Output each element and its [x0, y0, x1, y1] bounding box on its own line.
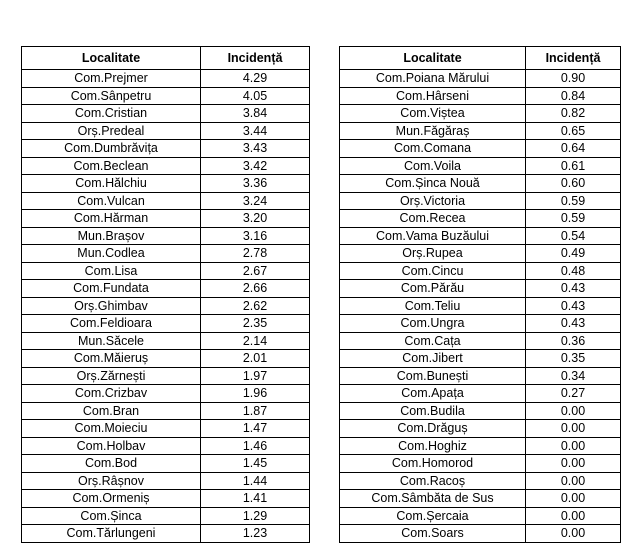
localitate-cell: Com.Poiana Mărului	[340, 70, 526, 88]
table-row	[22, 472, 310, 490]
table-row	[22, 385, 310, 403]
localitate-cell: Com.Cincu	[340, 262, 526, 280]
incidenta-cell: 0.49	[526, 245, 621, 263]
incidenta-cell: 0.84	[526, 87, 621, 105]
table-row	[340, 420, 621, 438]
localitate-cell: Com.Cristian	[22, 105, 201, 123]
table-row	[22, 455, 310, 473]
table-header-row	[22, 47, 310, 70]
localitate-cell: Com.Crizbav	[22, 385, 201, 403]
table-row	[340, 507, 621, 525]
localitate-cell: Com.Părău	[340, 280, 526, 298]
incidenta-cell: 2.62	[201, 297, 310, 315]
incidenta-cell: 1.46	[201, 437, 310, 455]
incidence-table-left	[21, 46, 310, 543]
column-header-incidenta: Incidență	[526, 47, 621, 70]
incidenta-cell: 0.36	[526, 332, 621, 350]
incidenta-cell: 3.36	[201, 175, 310, 193]
incidenta-cell: 0.00	[526, 472, 621, 490]
localitate-cell: Com.Homorod	[340, 455, 526, 473]
localitate-cell: Com.Hoghiz	[340, 437, 526, 455]
localitate-cell: Com.Lisa	[22, 262, 201, 280]
incidenta-cell: 0.00	[526, 490, 621, 508]
incidenta-cell: 0.43	[526, 297, 621, 315]
table-row	[22, 350, 310, 368]
table-row	[340, 437, 621, 455]
incidenta-cell: 3.42	[201, 157, 310, 175]
localitate-cell: Mun.Făgăraș	[340, 122, 526, 140]
table-body-left	[22, 70, 310, 543]
table-row	[22, 157, 310, 175]
column-header-incidenta: Incidență	[201, 47, 310, 70]
localitate-cell: Orș.Râșnov	[22, 472, 201, 490]
incidenta-cell: 1.44	[201, 472, 310, 490]
localitate-cell: Com.Bunești	[340, 367, 526, 385]
incidenta-cell: 1.96	[201, 385, 310, 403]
table-row	[340, 227, 621, 245]
incidenta-cell: 0.43	[526, 315, 621, 333]
localitate-cell: Orș.Zărnești	[22, 367, 201, 385]
localitate-cell: Com.Cața	[340, 332, 526, 350]
localitate-cell: Com.Moieciu	[22, 420, 201, 438]
incidenta-cell: 0.43	[526, 280, 621, 298]
table-row	[22, 507, 310, 525]
localitate-cell: Com.Apața	[340, 385, 526, 403]
table-row	[22, 490, 310, 508]
incidenta-cell: 0.00	[526, 525, 621, 543]
localitate-cell: Com.Vulcan	[22, 192, 201, 210]
incidenta-cell: 4.05	[201, 87, 310, 105]
table-row	[340, 70, 621, 88]
localitate-cell: Com.Sânpetru	[22, 87, 201, 105]
incidenta-cell: 0.34	[526, 367, 621, 385]
incidenta-cell: 0.90	[526, 70, 621, 88]
incidenta-cell: 3.44	[201, 122, 310, 140]
incidenta-cell: 0.27	[526, 385, 621, 403]
incidenta-cell: 0.00	[526, 455, 621, 473]
table-row	[22, 297, 310, 315]
incidenta-cell: 0.61	[526, 157, 621, 175]
table-row	[22, 87, 310, 105]
table-row	[340, 315, 621, 333]
incidenta-cell: 0.65	[526, 122, 621, 140]
localitate-cell: Com.Fundata	[22, 280, 201, 298]
incidenta-cell: 0.00	[526, 437, 621, 455]
incidenta-cell: 2.67	[201, 262, 310, 280]
incidenta-cell: 0.00	[526, 507, 621, 525]
incidenta-cell: 0.48	[526, 262, 621, 280]
table-row	[22, 245, 310, 263]
localitate-cell: Com.Bran	[22, 402, 201, 420]
table-row	[22, 280, 310, 298]
table-row	[340, 210, 621, 228]
incidenta-cell: 2.14	[201, 332, 310, 350]
incidenta-cell: 3.24	[201, 192, 310, 210]
localitate-cell: Mun.Brașov	[22, 227, 201, 245]
localitate-cell: Com.Vama Buzăului	[340, 227, 526, 245]
table-row	[22, 420, 310, 438]
localitate-cell: Com.Jibert	[340, 350, 526, 368]
table-row	[340, 350, 621, 368]
incidenta-cell: 1.23	[201, 525, 310, 543]
localitate-cell: Com.Budila	[340, 402, 526, 420]
localitate-cell: Com.Soars	[340, 525, 526, 543]
incidenta-cell: 2.01	[201, 350, 310, 368]
table-row	[340, 175, 621, 193]
table-row	[340, 525, 621, 543]
localitate-cell: Com.Comana	[340, 140, 526, 158]
incidenta-cell: 3.16	[201, 227, 310, 245]
incidenta-cell: 1.97	[201, 367, 310, 385]
incidenta-cell: 0.35	[526, 350, 621, 368]
localitate-cell: Com.Recea	[340, 210, 526, 228]
localitate-cell: Com.Măieruș	[22, 350, 201, 368]
localitate-cell: Com.Hălchiu	[22, 175, 201, 193]
localitate-cell: Com.Ormeniș	[22, 490, 201, 508]
table-row	[340, 140, 621, 158]
localitate-cell: Com.Șinca	[22, 507, 201, 525]
table-row	[340, 122, 621, 140]
incidenta-cell: 2.66	[201, 280, 310, 298]
table-row	[22, 262, 310, 280]
incidenta-cell: 2.35	[201, 315, 310, 333]
table-row	[22, 332, 310, 350]
localitate-cell: Orș.Predeal	[22, 122, 201, 140]
table-row	[340, 490, 621, 508]
table-row	[22, 525, 310, 543]
table-row	[340, 87, 621, 105]
table-row	[22, 227, 310, 245]
incidence-table-right	[339, 46, 621, 543]
localitate-cell: Com.Voila	[340, 157, 526, 175]
localitate-cell: Com.Beclean	[22, 157, 201, 175]
table-row	[22, 367, 310, 385]
localitate-cell: Com.Prejmer	[22, 70, 201, 88]
table-row	[22, 315, 310, 333]
localitate-cell: Com.Sâmbăta de Sus	[340, 490, 526, 508]
table-row	[22, 210, 310, 228]
localitate-cell: Com.Dumbrăvița	[22, 140, 201, 158]
localitate-cell: Com.Holbav	[22, 437, 201, 455]
localitate-cell: Orș.Ghimbav	[22, 297, 201, 315]
table-row	[340, 297, 621, 315]
table-row	[340, 192, 621, 210]
table-row	[340, 105, 621, 123]
incidenta-cell: 1.47	[201, 420, 310, 438]
incidenta-cell: 0.60	[526, 175, 621, 193]
table-row	[340, 472, 621, 490]
table-row	[340, 455, 621, 473]
incidenta-cell: 3.20	[201, 210, 310, 228]
incidenta-cell: 0.64	[526, 140, 621, 158]
localitate-cell: Com.Viștea	[340, 105, 526, 123]
column-header-localitate: Localitate	[22, 47, 201, 70]
table-row	[340, 157, 621, 175]
incidenta-cell: 0.59	[526, 210, 621, 228]
incidenta-cell: 0.82	[526, 105, 621, 123]
incidenta-cell: 1.87	[201, 402, 310, 420]
localitate-cell: Mun.Codlea	[22, 245, 201, 263]
table-row	[22, 175, 310, 193]
table-row	[340, 262, 621, 280]
incidenta-cell: 1.45	[201, 455, 310, 473]
table-row	[22, 122, 310, 140]
localitate-cell: Com.Bod	[22, 455, 201, 473]
incidenta-cell: 0.00	[526, 420, 621, 438]
table-row	[22, 140, 310, 158]
table-row	[340, 385, 621, 403]
table-row	[22, 105, 310, 123]
incidenta-cell: 1.29	[201, 507, 310, 525]
incidenta-cell: 4.29	[201, 70, 310, 88]
localitate-cell: Com.Racoș	[340, 472, 526, 490]
table-row	[340, 402, 621, 420]
column-header-localitate: Localitate	[340, 47, 526, 70]
localitate-cell: Orș.Victoria	[340, 192, 526, 210]
localitate-cell: Com.Hârseni	[340, 87, 526, 105]
incidenta-cell: 2.78	[201, 245, 310, 263]
table-row	[22, 70, 310, 88]
incidenta-cell: 0.00	[526, 402, 621, 420]
table-row	[22, 437, 310, 455]
localitate-cell: Com.Șercaia	[340, 507, 526, 525]
incidenta-cell: 1.41	[201, 490, 310, 508]
incidenta-cell: 3.43	[201, 140, 310, 158]
localitate-cell: Com.Drăguș	[340, 420, 526, 438]
table-row	[340, 245, 621, 263]
table-header-row	[340, 47, 621, 70]
localitate-cell: Com.Feldioara	[22, 315, 201, 333]
table-body-right	[340, 70, 621, 543]
localitate-cell: Orș.Rupea	[340, 245, 526, 263]
table-row	[340, 367, 621, 385]
table-row	[340, 280, 621, 298]
localitate-cell: Com.Hărman	[22, 210, 201, 228]
localitate-cell: Com.Teliu	[340, 297, 526, 315]
incidenta-cell: 3.84	[201, 105, 310, 123]
localitate-cell: Com.Ungra	[340, 315, 526, 333]
localitate-cell: Com.Tărlungeni	[22, 525, 201, 543]
localitate-cell: Mun.Săcele	[22, 332, 201, 350]
table-row	[22, 402, 310, 420]
incidenta-cell: 0.54	[526, 227, 621, 245]
table-row	[22, 192, 310, 210]
incidenta-cell: 0.59	[526, 192, 621, 210]
localitate-cell: Com.Șinca Nouă	[340, 175, 526, 193]
table-row	[340, 332, 621, 350]
